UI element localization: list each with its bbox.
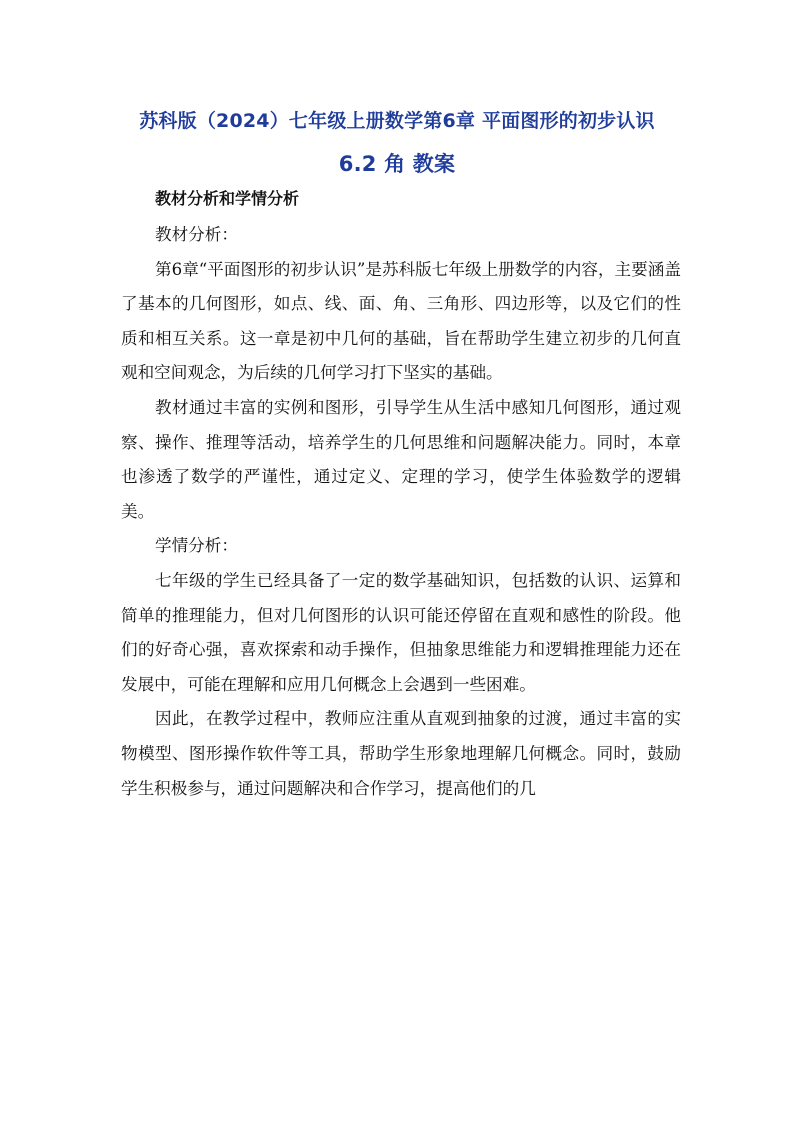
document-subtitle: 6.2 角 教案 bbox=[338, 152, 456, 176]
paragraph-student-analysis-label: 学情分析： bbox=[155, 536, 238, 556]
document-title: 苏科版（2024）七年级上册数学第6章 平面图形的初步认识 bbox=[139, 110, 655, 132]
document-body bbox=[121, 180, 681, 806]
paragraph-student-analysis-1: 七年级的学生已经具备了一定的数学基础知识，包括数的认识、运算和简单的推理能力，但对几何图形的认识可能还停留在直观和感性的阶段。他们的好奇心强，喜欢探索和动手操作，但抽象思维能力和逻辑推理能力还在发展中，可能在理解和应用几何概念上会遇到一些困难。 bbox=[121, 570, 681, 694]
paragraph-textbook-analysis-1: 第6章“平面图形的初步认识”是苏科版七年级上册数学的内容，主要涵盖了基本的几何图形，如点、线、面、角、三角形、四边形等，以及它们的性质和相互关系。这一章是初中几何的基础，旨在帮助学生建立初步的几何直观和空间观念，为后续的几何学习打下坚实的基础。 bbox=[121, 259, 681, 383]
paragraph-textbook-analysis-label: 教材分析： bbox=[155, 225, 238, 244]
section-heading: 教材分析和学情分析 bbox=[155, 189, 300, 208]
paragraph-student-analysis-2: 因此，在教学过程中，教师应注重从直观到抽象的过渡，通过丰富的实物模型、图形操作软件等工具，帮助学生形象地理解几何概念。同时，鼓励学生积极参与，通过问题解决和合作学习，提高他们的几 bbox=[121, 709, 681, 798]
paragraph-textbook-analysis-2: 教材通过丰富的实例和图形，引导学生从生活中感知几何图形，通过观察、操作、推理等活动，培养学生的几何思维和问题解决能力。同时，本章也渗透了数学的严谨性，通过定义、定理的学习，使学生体验数学的逻辑美。 bbox=[121, 397, 681, 521]
